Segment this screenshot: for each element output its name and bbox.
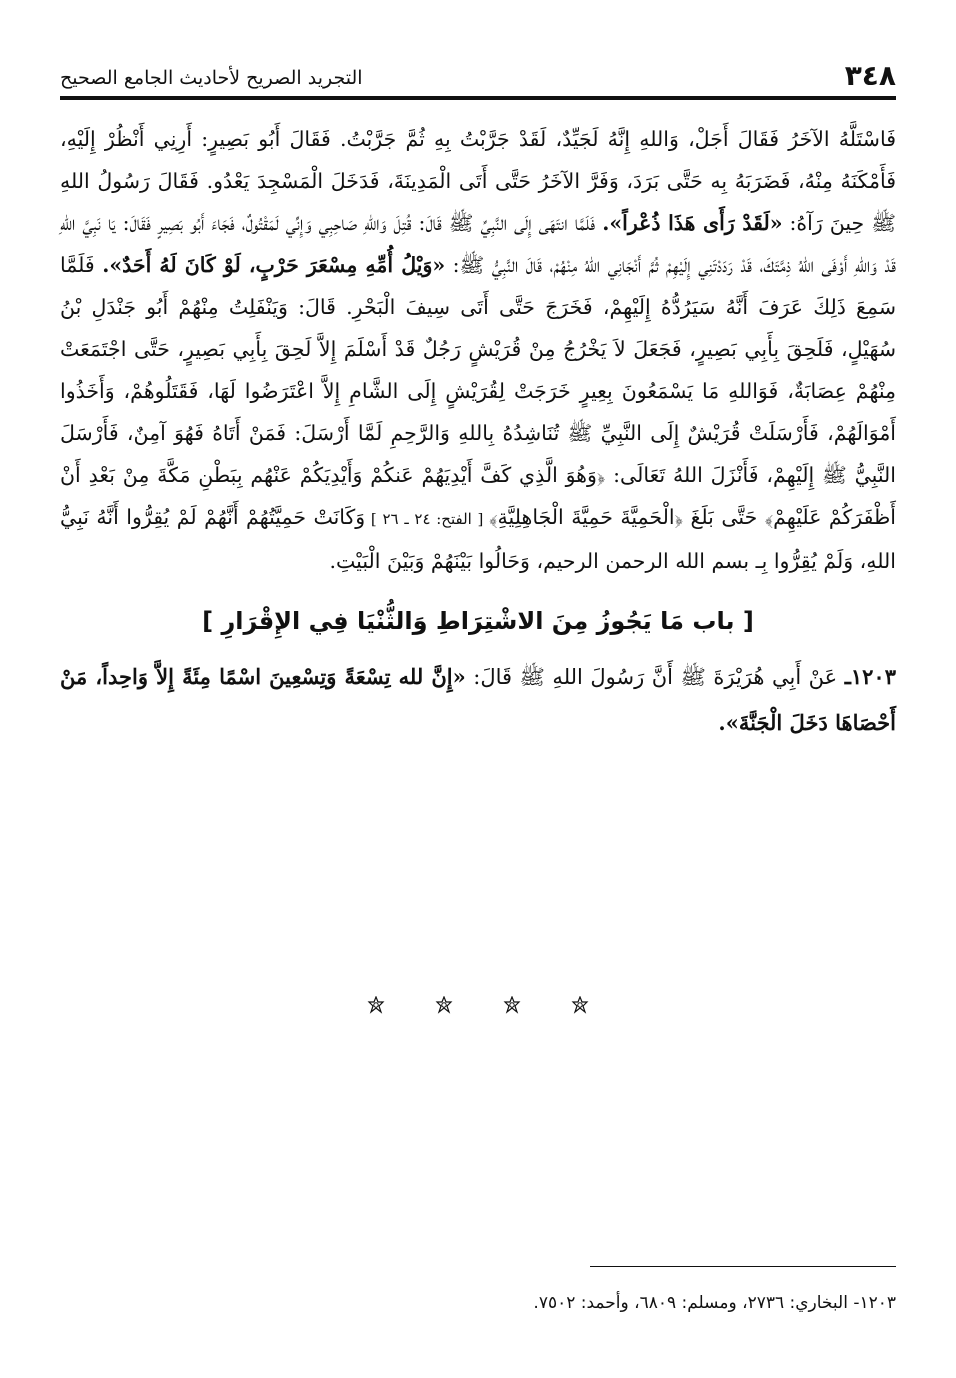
flower-ornament-icon bbox=[435, 996, 453, 1014]
quran-verse: ﴿الْحَمِيَّةَ حَمِيَّةَ الْجَاهِلِيَّةِ﴾ bbox=[489, 505, 683, 529]
prophet-quote: «لَقَدْ رَأَى هَذَا ذُعْراً». bbox=[602, 211, 783, 235]
quran-verse: ﴿وَهُوَ الَّذِي كَفَّ أَيْدِيَهُمْ عَنكُمْ وَأَيْدِيَكُمْ عَنْهُم بِبَطْنِ مَكَّةَ مِنْ بَعْدِ أَنْ أَظْفَرَكُمْ عَلَيْهِمْ﴾ bbox=[60, 463, 896, 529]
verse-citation: [ الفتح: ٢٤ ـ ٢٦ ] bbox=[365, 510, 490, 528]
ornament-row bbox=[0, 996, 956, 1026]
hadith-text: عَنْ أَبِي هُرَيْرَةَ ﷺ أَنَّ رَسُولَ اللهِ ﷺ قَالَ: bbox=[465, 665, 845, 689]
page-header bbox=[60, 52, 896, 92]
narrative-text: فَاسْتَلَّهُ الآخَرُ فَقَالَ أَجَلْ، وَاللهِ إِنَّهُ لَجَيِّدٌ، لَقَدْ جَرَّبْتُ بِهِ ثُمَّ جَرَّبْتُ. فَقَالَ أَبُو بَصِيرٍ: أَرِنِي أَنْظُرْ إِلَيْهِ، فَأَمْكَنَهُ مِنْهُ، فَضَرَبَهُ بِه حَتَّى بَرَدَ، وَفَرَّ الآخَرُ حَتَّى أَتَى الْمَدِينَةَ، فَدَخَلَ الْمَسْجِدَ يَعْدُو. فَقَالَ رَسُولُ اللهِ ﷺ حِينَ رَآهُ: bbox=[60, 127, 896, 235]
header-rule bbox=[60, 96, 896, 100]
footnote-rule bbox=[590, 1266, 896, 1267]
narrative-text: فَلَمَّا انتَهَى إِلَى النَّبِيِّ ﷺ قَالَ: قُتِلَ وَاللهِ صَاحِبِي وَإِنِّي لَمَقْتُولٌ، فَجَاءَ أَبُو بَصِيرٍ فَقَالَ: يَا نَبِيَّ اللهِ قَدْ وَاللهِ أَوْفَى اللهُ ذِمَّتَكَ، قَدْ رَدَدْتَنِي إِلَيْهِمْ ثُمَّ أَنْجَانِي اللهُ مِنْهُمْ، قَالَ النَّبِيُّ ﷺ: bbox=[60, 211, 896, 277]
narrative-text: وَكَانَتْ حَمِيَّتُهُمْ أَنَّهُمْ لَمْ يُقِرُّوا أَنَّهُ نَبِيُّ اللهِ، وَلَمْ يُقِرُّوا بِـ بسم الله الرحمن الرحيم، وَحَالُوا بَيْنَهُمْ وَبَيْنَ الْبَيْتِ. bbox=[60, 505, 896, 573]
footnote: ١٢٠٣- البخاري: ٢٧٣٦، ومسلم: ٦٨٠٩، وأحمد: ٧٥٠٢. bbox=[533, 1293, 896, 1313]
hadith-paragraph bbox=[60, 654, 896, 746]
prophet-quote: «إِنَّ لله تِسْعَةً وَتِسْعِينَ اسْمًا مِئَةً إِلاَّ وَاحِداً، مَنْ أَحْصَاهَا دَخَلَ الْجَنَّةَ». bbox=[60, 664, 896, 735]
running-title: التجريد الصريح لأحاديث الجامع الصحيح bbox=[60, 67, 363, 89]
flower-ornament-icon bbox=[571, 996, 589, 1014]
flower-ornament-icon bbox=[503, 996, 521, 1014]
prophet-quote: «وَيْلُ أُمِّهِ مِسْعَرَ حَرْبٍ، لَوْ كَانَ لَهُ أَحَدٌ». bbox=[102, 253, 446, 277]
main-text bbox=[60, 118, 896, 746]
hadith-number: ١٢٠٣ـ bbox=[844, 664, 896, 689]
page-number: ٣٤٨ bbox=[844, 59, 896, 92]
chapter-heading: [ باب مَا يَجُوزُ مِنَ الاشْتِرَاطِ وَالثُّنْيَا فِي الإِقْرَارِ ] bbox=[202, 607, 754, 635]
narrative-text: فَلَمَّا سَمِعَ ذَلِكَ عَرَفَ أَنَّهُ سَيَرُدُّهُ إِلَيْهِمْ، فَخَرَجَ حَتَّى أَتَى سِيفَ الْبَحْرِ. قَالَ: وَيَنْفَلِتُ مِنْهُمْ أَبُو جَنْدَلِ بْنُ سُهَيْلٍ، فَلَحِقَ بِأَبِي بَصِيرٍ، فَجَعَلَ لاَ يَخْرُجُ مِنْ قُرَيْشٍ رَجُلٌ قَدْ أَسْلَمَ إِلاَّ لَحِقَ بِأَبِي بَصِيرٍ، حَتَّى اجْتَمَعَتْ مِنْهُمْ عِصَابَةٌ، فَوَاللهِ مَا يَسْمَعُونَ بِعِيرٍ خَرَجَتْ لِقُرَيْشٍ إِلَى الشَّامِ إِلاَّ اعْتَرَضُوا لَهَا، فَقَتَلُوهُمْ، وَأَخَذُوا أَمْوَالَهُمْ، فَأَرْسَلَتْ قُرَيْشٌ إِلَى النَّبِيِّ ﷺ تُنَاشِدُهُ بِاللهِ وَالرَّحِمِ لَمَّا أَرْسَلَ: فَمَنْ أَتَاهُ فَهُوَ آمِنٌ، فَأَرْسَلَ النَّبِيُّ ﷺ إِلَيْهِمْ، فَأَنْزَلَ اللهُ تَعَالَى: bbox=[60, 253, 896, 487]
narrative-paragraph bbox=[60, 118, 896, 582]
narrative-text: حَتَّى بَلَغَ bbox=[683, 505, 765, 529]
flower-ornament-icon bbox=[367, 996, 385, 1014]
